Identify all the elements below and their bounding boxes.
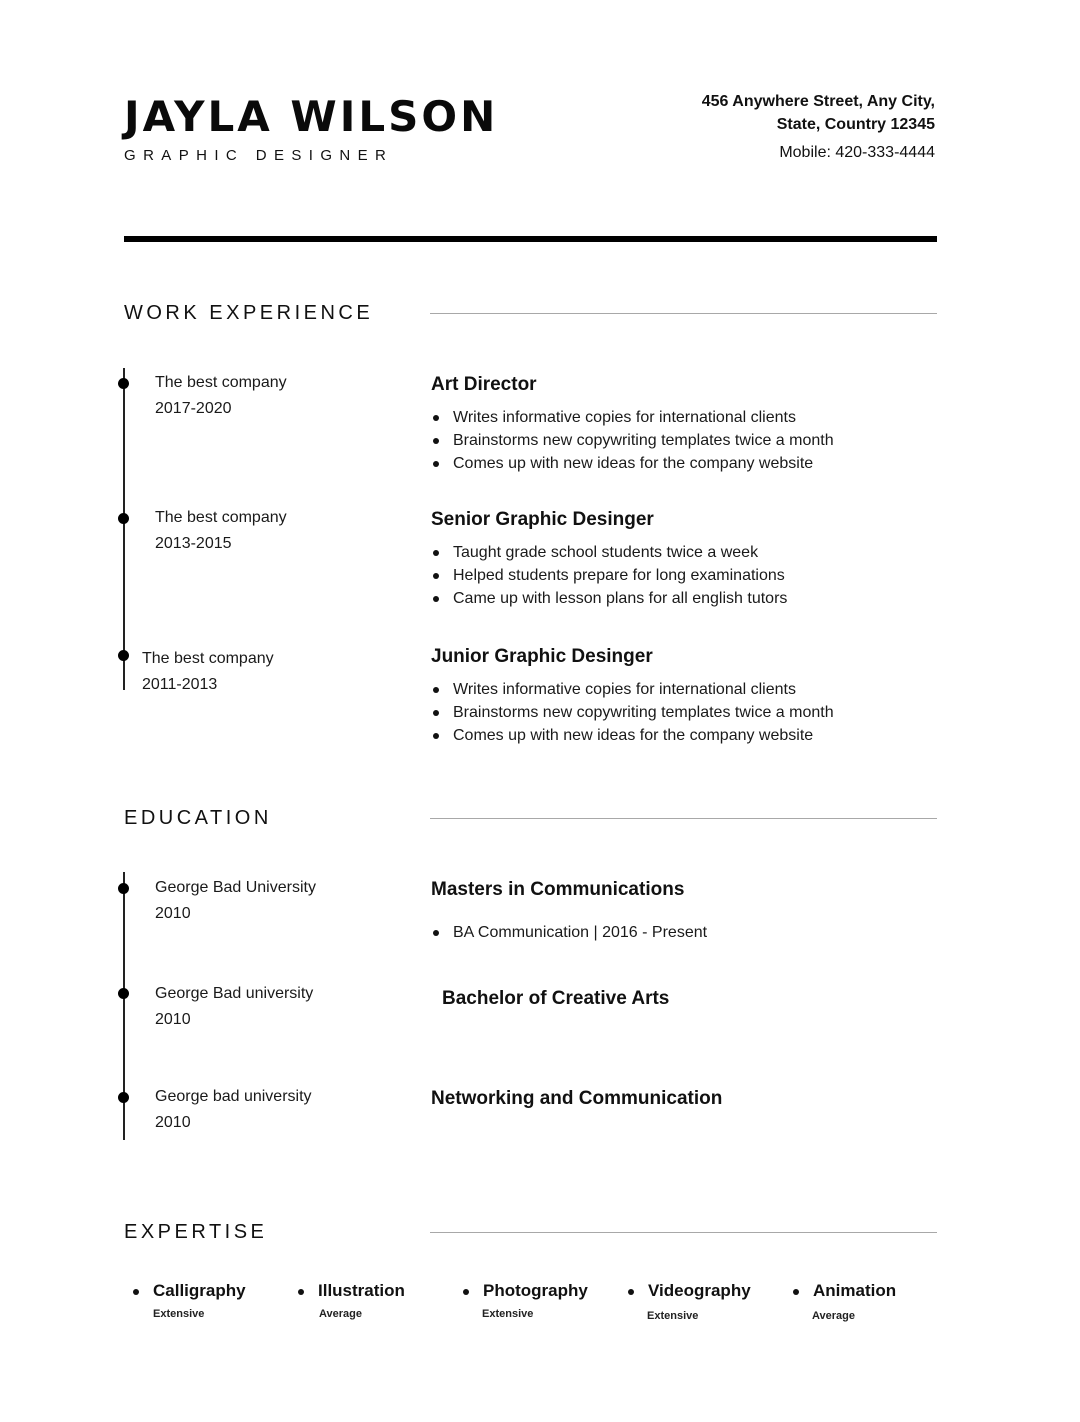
education-year: 2010 (155, 905, 191, 922)
work-duties (431, 406, 834, 475)
education-degree: Networking and Communication (431, 1088, 723, 1109)
section-rule-expertise (430, 1232, 937, 1233)
header-divider (124, 236, 937, 242)
bullet-icon (298, 1289, 304, 1295)
bullet-icon (463, 1289, 469, 1295)
skill-level: Extensive (647, 1310, 699, 1322)
timeline-dot (118, 513, 129, 524)
list-item: BA Communication | 2016 - Present (431, 921, 707, 944)
work-entry-meta (142, 646, 274, 698)
bullet-icon (133, 1289, 139, 1295)
work-years: 2011-2013 (142, 676, 218, 693)
section-title-education: EDUCATION (124, 807, 272, 829)
bullet-icon (628, 1289, 634, 1295)
timeline-dot (118, 650, 129, 661)
list-item: Writes informative copies for international clients (431, 406, 834, 429)
work-company: The best company (155, 509, 287, 526)
timeline-dot (118, 1092, 129, 1103)
list-item: Brainstorms new copywriting templates twice a month (431, 701, 834, 724)
bullet-icon (793, 1289, 799, 1295)
education-entry-meta (155, 875, 316, 927)
work-entry-meta (155, 505, 287, 557)
work-position: Art Director (431, 374, 537, 395)
timeline-dot (118, 988, 129, 999)
skill-level: Average (319, 1308, 363, 1320)
education-year: 2010 (155, 1011, 191, 1028)
work-position: Senior Graphic Desinger (431, 509, 654, 530)
list-item: Taught grade school students twice a week (431, 541, 787, 564)
work-duties (431, 678, 834, 747)
education-school: George bad university (155, 1088, 312, 1105)
section-rule-education (430, 818, 937, 819)
education-degree: Masters in Communications (431, 879, 685, 900)
resume-role: GRAPHIC DESIGNER (124, 147, 394, 164)
list-item: Comes up with new ideas for the company website (431, 724, 834, 747)
skill-level: Extensive (482, 1308, 534, 1320)
skill-name: Photography (483, 1281, 588, 1300)
education-year: 2010 (155, 1114, 191, 1131)
education-entry-meta (155, 1084, 312, 1136)
work-entry-meta (155, 370, 287, 422)
skill-name: Videography (648, 1281, 751, 1300)
contact-address (635, 90, 935, 136)
skill-name: Animation (813, 1281, 897, 1300)
contact-mobile: Mobile: 420-333-4444 (779, 144, 935, 161)
skill-name: Illustration (318, 1281, 405, 1300)
education-degree: Bachelor of Creative Arts (442, 988, 670, 1009)
timeline-dot (118, 378, 129, 389)
work-years: 2013-2015 (155, 535, 232, 552)
work-company: The best company (155, 374, 287, 391)
list-item: Brainstorms new copywriting templates twice a month (431, 429, 834, 452)
work-position: Junior Graphic Desinger (431, 646, 653, 667)
address-line-1: 456 Anywhere Street, Any City, (701, 93, 935, 110)
section-title-expertise: EXPERTISE (124, 1221, 268, 1243)
skill-level: Extensive (153, 1308, 205, 1320)
work-years: 2017-2020 (155, 400, 232, 417)
work-timeline (123, 368, 125, 690)
address-line-2: State, Country 12345 (776, 116, 935, 133)
list-item: Writes informative copies for international clients (431, 678, 834, 701)
work-company: The best company (142, 650, 274, 667)
list-item: Comes up with new ideas for the company website (431, 452, 834, 475)
education-school: George Bad University (155, 879, 316, 896)
resume-name: JAYLA WILSON (124, 92, 499, 141)
education-entry-meta (155, 981, 313, 1033)
list-item: Helped students prepare for long examinations (431, 564, 787, 587)
section-title-work: WORK EXPERIENCE (124, 302, 374, 324)
work-duties (431, 541, 787, 610)
education-school: George Bad university (155, 985, 314, 1002)
timeline-dot (118, 883, 129, 894)
skill-level: Average (812, 1310, 856, 1322)
education-details (431, 921, 707, 944)
skill-name: Calligraphy (153, 1281, 246, 1300)
section-rule-work (430, 313, 937, 314)
list-item: Came up with lesson plans for all english tutors (431, 587, 787, 610)
